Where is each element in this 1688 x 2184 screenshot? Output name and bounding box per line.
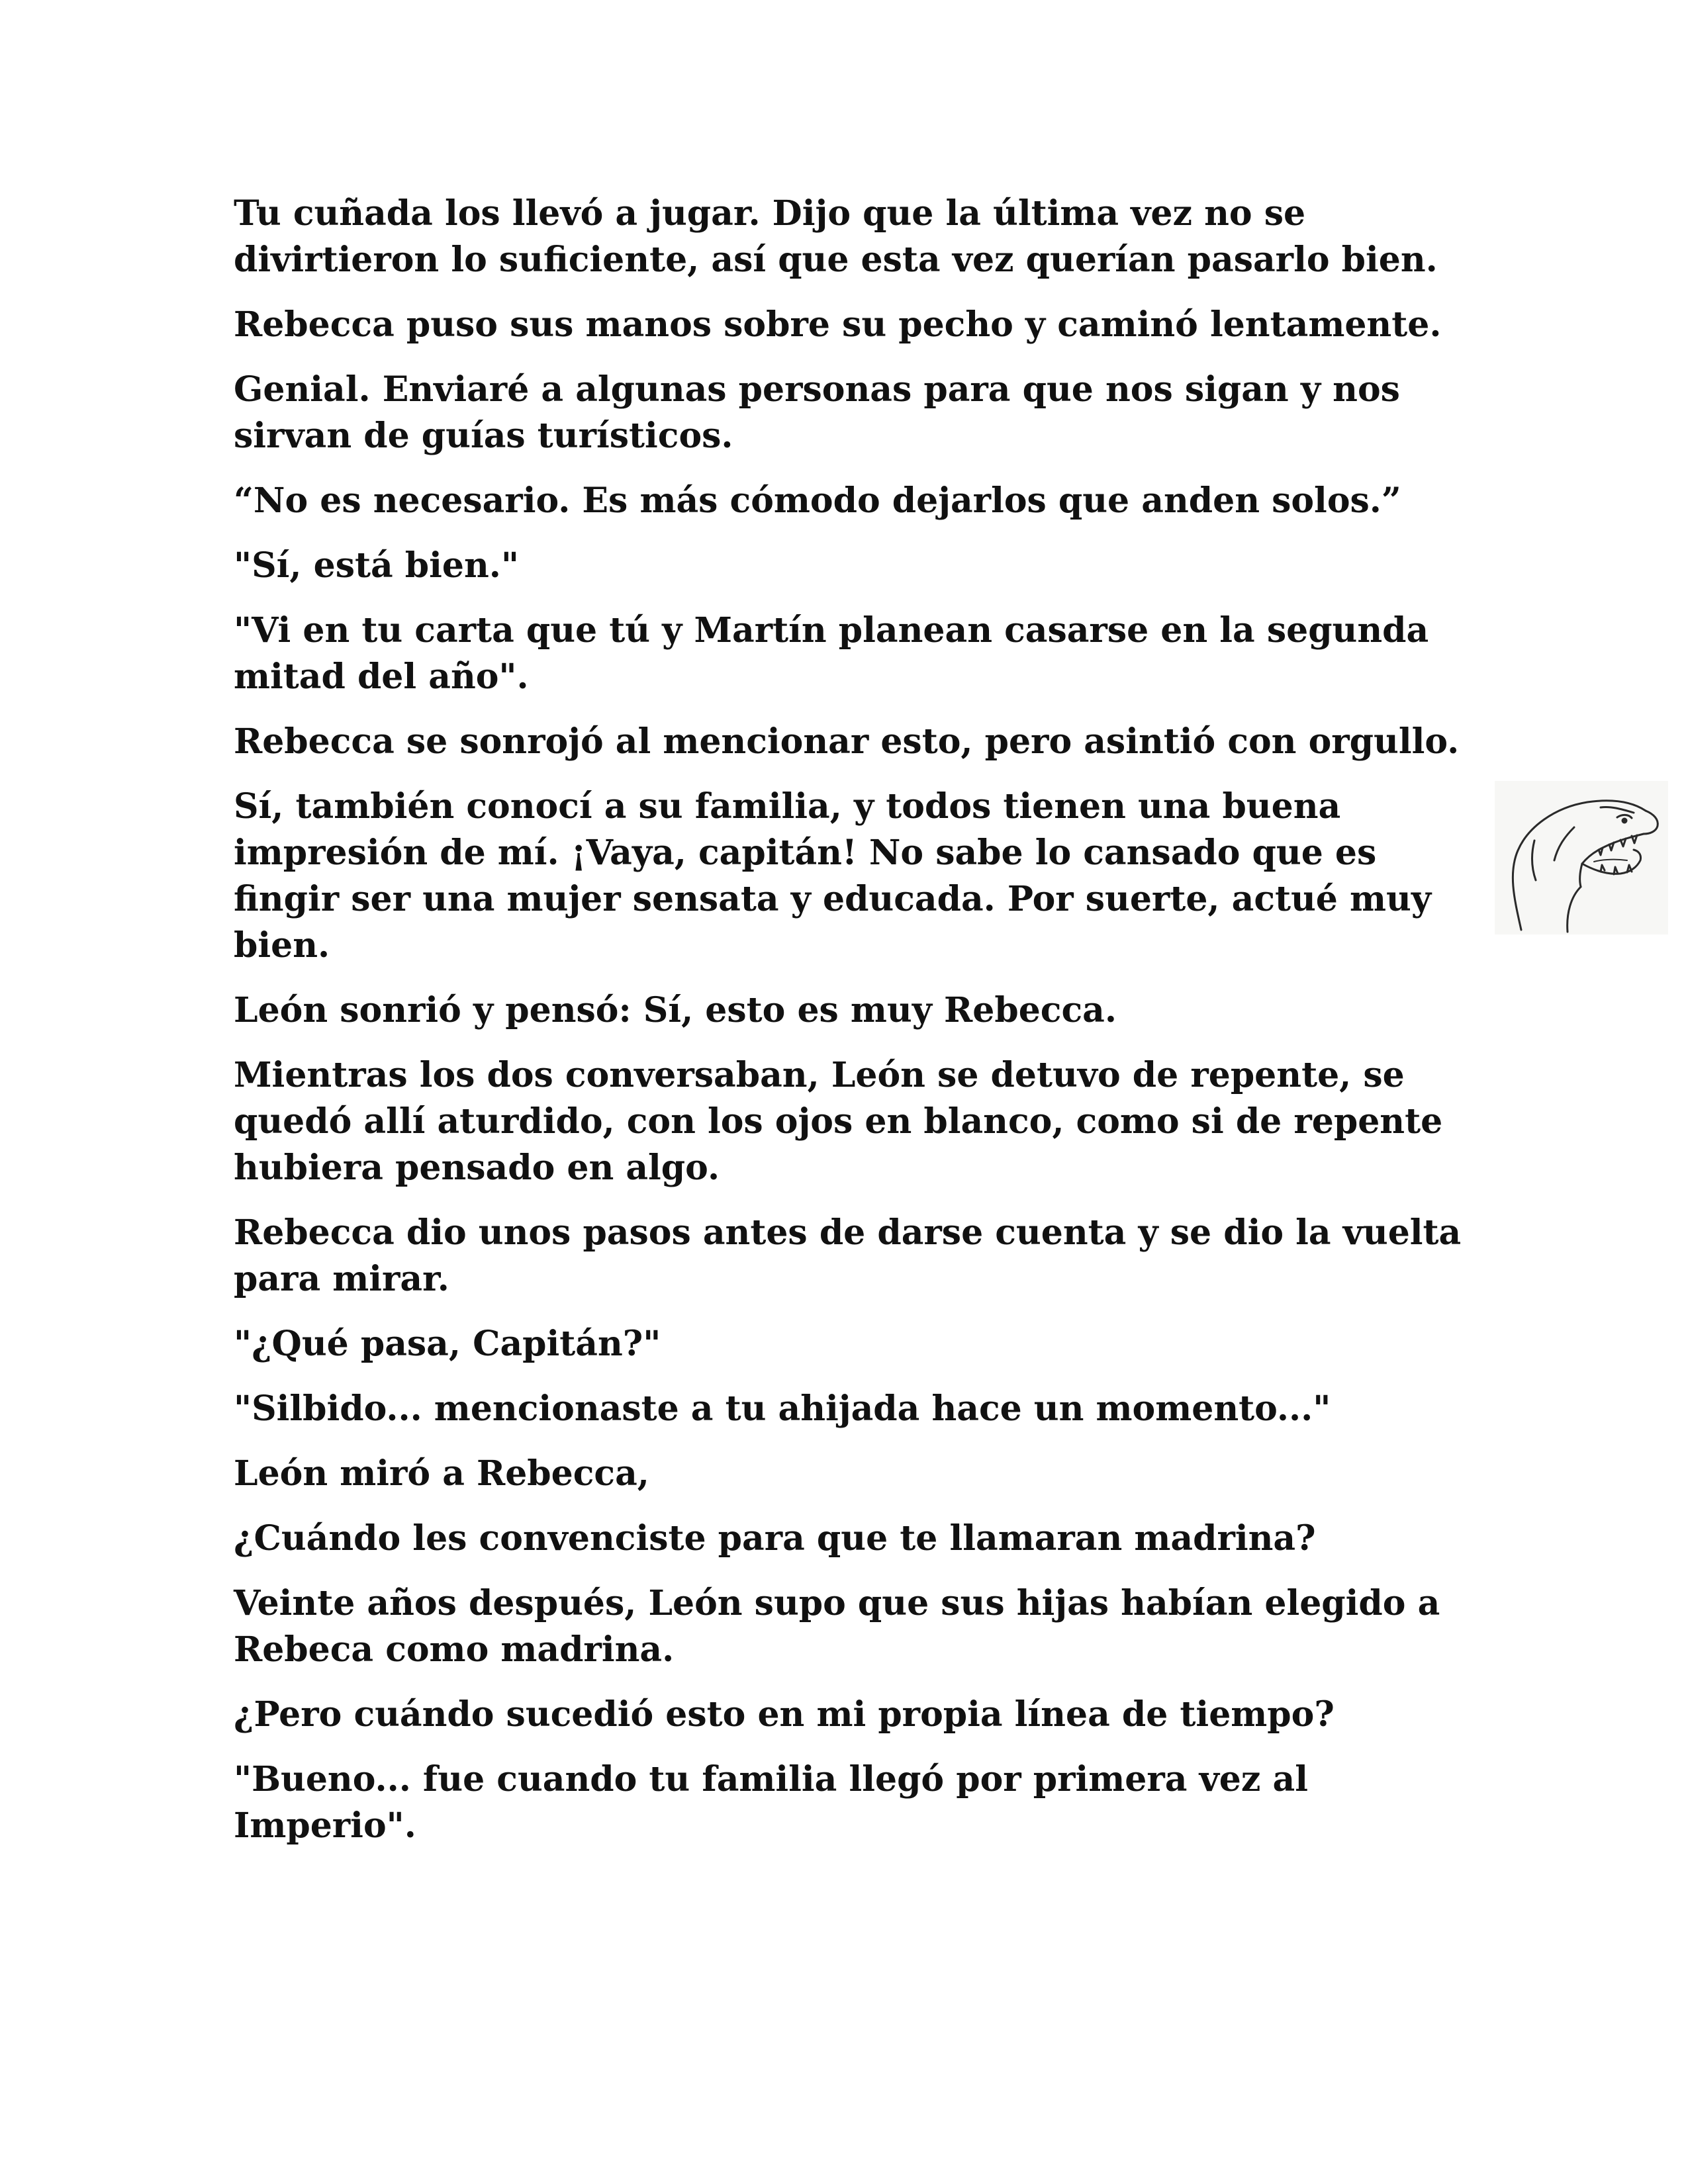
paragraph: Veinte años después, León supo que sus hijas habían elegido a Rebeca como madrina. (234, 1583, 1440, 1670)
paragraph: León miró a Rebecca, (234, 1453, 649, 1494)
paragraph: Rebecca se sonrojó al mencionar esto, pero asintió con orgullo. (234, 721, 1460, 762)
paragraph: "Sí, está bien." (234, 545, 519, 586)
paragraph: ¿Pero cuándo sucedió esto en mi propia línea de tiempo? (234, 1694, 1335, 1735)
paragraph: Mientras los dos conversaban, León se detuvo de repente, se quedó allí aturdido, con los ojos en blanco, como si de repente hubiera pensado en algo. (234, 1055, 1443, 1188)
paragraph: Rebecca puso sus manos sobre su pecho y caminó lentamente. (234, 304, 1442, 345)
paragraph: ¿Cuándo les convenciste para que te llamaran madrina? (234, 1518, 1316, 1559)
paragraph: Tu cuñada los llevó a jugar. Dijo que la última vez no se divirtieron lo suficiente, así que esta vez querían pasarlo bien. (234, 193, 1438, 280)
paragraph: León sonrió y pensó: Sí, esto es muy Rebecca. (234, 990, 1117, 1030)
dinosaur-head-icon (1495, 781, 1668, 934)
paragraph: "Vi en tu carta que tú y Martín planean casarse en la segunda mitad del año". (234, 610, 1429, 697)
paragraph: "¿Qué pasa, Capitán?" (234, 1324, 661, 1364)
body-text (234, 191, 1465, 1868)
paragraph: "Bueno... fue cuando tu familia llegó por primera vez al Imperio". (234, 1759, 1308, 1846)
paragraph: Sí, también conocí a su familia, y todos tienen una buena impresión de mí. ¡Vaya, capitán! No sabe lo cansado que es fingir ser una mujer sensata y educada. Por suerte, actué muy bien. (234, 786, 1432, 966)
paragraph: "Silbido... mencionaste a tu ahijada hace un momento..." (234, 1388, 1331, 1429)
paragraph: Genial. Enviaré a algunas personas para que nos sigan y nos sirvan de guías turísticos. (234, 369, 1400, 456)
paragraph: “No es necesario. Es más cómodo dejarlos que anden solos.” (234, 480, 1401, 521)
paragraph: Rebecca dio unos pasos antes de darse cuenta y se dio la vuelta para mirar. (234, 1212, 1462, 1299)
